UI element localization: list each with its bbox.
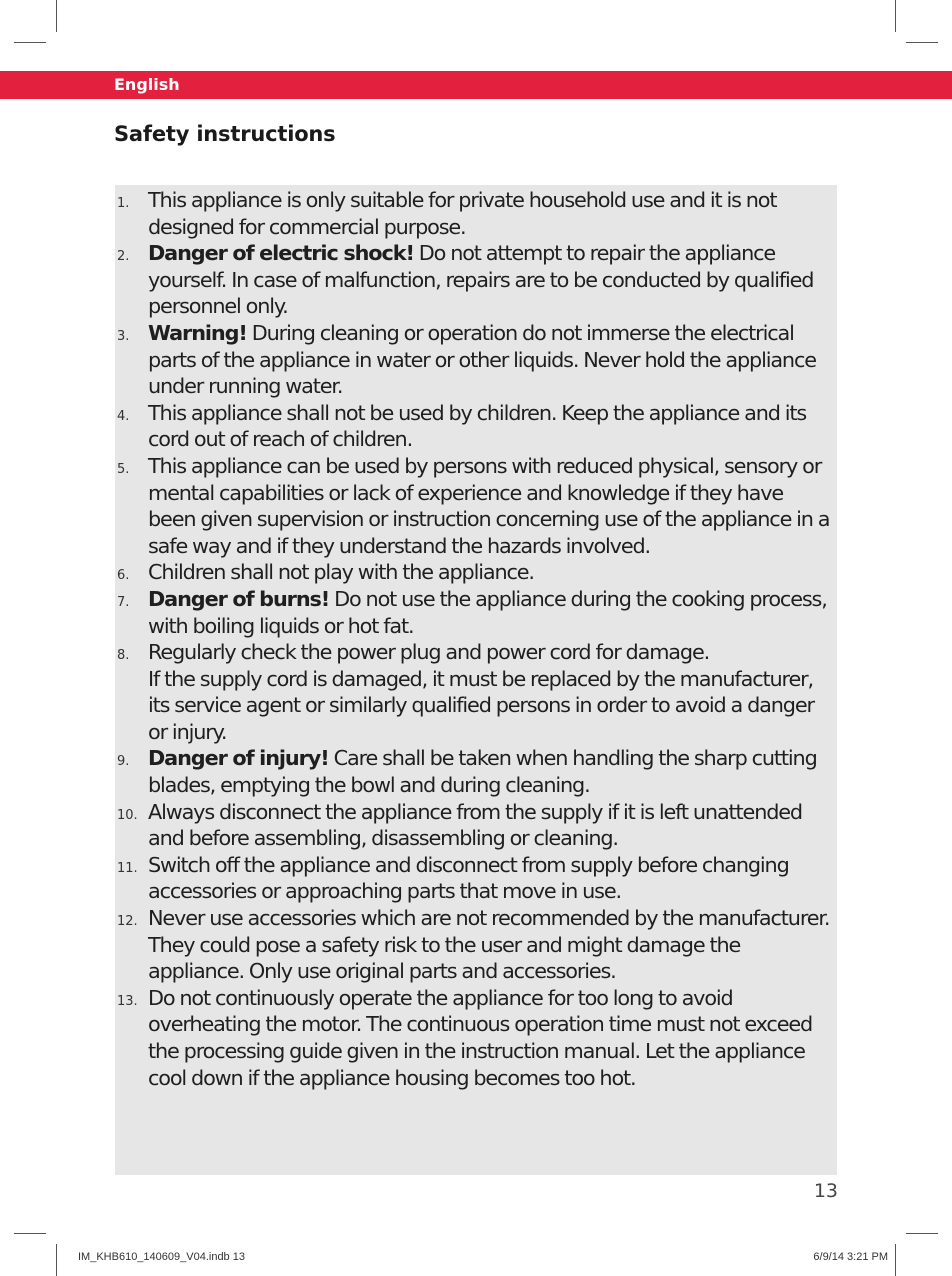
item-number: 6. [117,568,130,584]
warning-label: Danger of electric shock! [148,241,414,266]
item-text: This appliance can be used by persons with reduced physical, sensory or mental capabilities or lack of experience and knowledge if they have been given supervision or instruction concerning use of the appliance in a safe way and if they understand the hazards involved. [148,453,830,558]
instruction-item [115,559,837,586]
crop-mark-bottom-right-v [895,1244,896,1276]
item-text-continued: If the supply cord is damaged, it must be replaced by the manufacturer, its service agent or similarly qualified persons in order to avoid a danger or injury. [148,666,814,744]
instruction-item [115,985,837,1091]
item-number: 8. [117,648,130,664]
item-number: 2. [117,249,130,265]
crop-mark-bottom-left-h [14,1233,46,1234]
item-text: Regularly check the power plug and power cord for damage. [148,640,710,665]
item-text: During cleaning or operation do not immerse the electrical parts of the appliance in water or other liquids. Never hold the appliance under running water. [148,320,816,399]
item-text: This appliance is only suitable for private household use and it is not designed for commercial purpose. [148,188,777,239]
item-number: 4. [117,408,130,424]
instruction-item [115,639,837,745]
item-number: 1. [117,196,130,211]
instruction-item [115,852,837,905]
instruction-item [115,320,837,400]
warning-label: Warning! [148,320,247,345]
instruction-item [115,187,837,240]
item-number: 13. [117,993,138,1009]
item-number: 5. [117,461,130,477]
safety-instructions-list [115,187,837,1091]
warning-label: Danger of injury! [148,746,329,771]
item-text: Do not continuously operate the appliance for too long to avoid overheating the motor. The continuous operation time must not exceed the processing guide given in the instruction manual. Let the appliance cool down if the appliance housing becomes too hot. [148,985,813,1090]
item-text: Children shall not play with the appliance. [148,560,534,585]
page-number: 13 [813,1180,838,1202]
instruction-item [115,905,837,985]
language-band [0,71,952,99]
item-text: Switch off the appliance and disconnect from supply before changing accessories or approaching parts that move in use. [148,852,789,904]
crop-mark-bottom-left-v [56,1244,57,1276]
crop-mark-top-left-v [56,0,57,32]
instruction-item [115,400,837,453]
item-number: 12. [117,914,138,930]
item-number: 9. [117,754,130,770]
crop-mark-top-right-v [895,0,896,32]
page-title: Safety instructions [114,122,336,146]
instruction-item [115,453,837,559]
instruction-item [115,586,837,639]
item-text: Do not attempt to repair the appliance yourself. In case of malfunction, repairs are to be conducted by qualified personnel only. [148,241,814,319]
crop-mark-top-right-h [906,42,938,43]
instruction-item [115,240,837,320]
item-text: Do not use the appliance during the cooking process, with boiling liquids or hot fat. [148,586,827,638]
instruction-item [115,799,837,852]
print-slug-datetime: 6/9/14 3:21 PM [813,1251,888,1263]
item-text: Never use accessories which are not recommended by the manufacturer. They could pose a safety risk to the user and might damage the appliance. Only use original parts and accessories. [148,906,830,984]
item-number: 11. [117,860,138,876]
item-text: Always disconnect the appliance from the supply if it is left unattended and before assembling, disassembling or cleaning. [148,799,802,851]
print-slug-file: IM_KHB610_140609_V04.indb 13 [78,1251,245,1263]
warning-label: Danger of burns! [148,586,330,611]
item-text: This appliance shall not be used by children. Keep the appliance and its cord out of reach of children. [148,400,807,452]
item-number: 3. [117,328,130,344]
language-label: English [114,75,180,94]
instruction-item [115,745,837,798]
item-number: 10. [117,807,138,823]
item-text: Care shall be taken when handling the sharp cutting blades, emptying the bowl and during cleaning. [148,746,817,798]
crop-mark-top-left-h [14,42,46,43]
crop-mark-bottom-right-h [906,1233,938,1234]
item-number: 7. [117,594,130,610]
